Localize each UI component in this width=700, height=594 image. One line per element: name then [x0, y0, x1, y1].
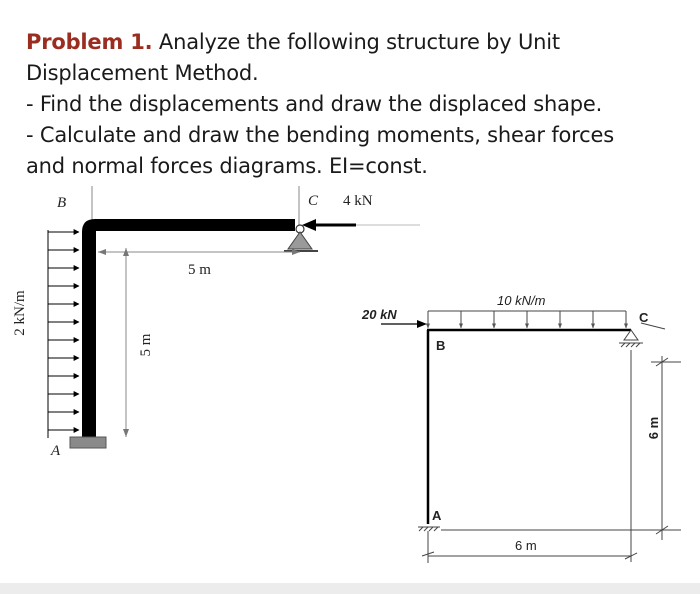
task-line-1: - Find the displacements and draw the displaced shape.	[26, 92, 603, 116]
left-point-load-arrow	[302, 219, 420, 231]
right-vertical-dimension	[441, 356, 681, 540]
left-fixed-support	[70, 437, 106, 448]
right-horizontal-span-label: 6 m	[515, 538, 537, 553]
problem-title: Problem 1.	[26, 30, 153, 54]
right-figure	[361, 293, 681, 563]
left-figure	[12, 186, 420, 459]
task-line-2: - Calculate and draw the bending moments, shear forces	[26, 123, 614, 147]
task-line-3: and normal forces diagrams. EI=const.	[26, 154, 428, 178]
right-label-b: B	[436, 338, 446, 353]
left-label-b: B	[57, 195, 67, 211]
right-distributed-load	[428, 311, 626, 328]
statement-line-1: Analyze the following structure by Unit	[152, 30, 560, 54]
left-distributed-load-label: 2 kN/m	[12, 290, 28, 336]
right-vertical-span-label: 6 m	[646, 416, 661, 440]
left-label-c: C	[308, 193, 319, 209]
statement-line-2: Displacement Method.	[26, 61, 259, 85]
left-vertical-dimension	[123, 248, 129, 437]
left-horizontal-dimension	[98, 249, 300, 255]
left-vertical-span-label: 5 m	[138, 333, 154, 357]
right-label-c: C	[639, 310, 649, 325]
left-label-a: A	[51, 443, 61, 459]
left-point-load-label: 4 kN	[343, 193, 373, 209]
right-label-a: A	[432, 508, 442, 523]
right-distributed-load-label: 10 kN/m	[497, 293, 546, 308]
right-base-support	[418, 527, 440, 563]
right-point-load-label: 20 kN	[362, 307, 397, 322]
left-horizontal-span-label: 5 m	[188, 262, 211, 278]
left-distributed-load-arrows	[48, 230, 79, 438]
